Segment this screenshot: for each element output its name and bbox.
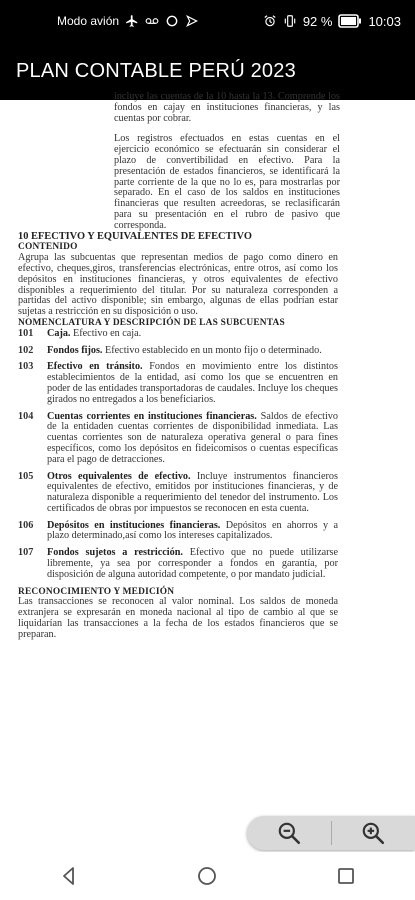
clock: 10:03 (368, 13, 401, 29)
circle-icon (165, 14, 179, 28)
battery-percentage: 92 % (302, 13, 333, 29)
reconocimiento-text: Las transacciones se reconocen al valor nominal. Los saldos de moneda extranjera se expresarán en moneda nacional al tipo de cambio al que se liquidarían las transacciones a la fecha de los estados financieros que se preparan. (18, 596, 338, 640)
navigation-icon (185, 14, 199, 28)
document-viewer[interactable] (0, 91, 415, 855)
document-page (18, 92, 338, 641)
contenido-text: Agrupa las subcuentas que representan medios de pago como dinero en efectivo, cheques,giros, transferencias electrónicas, entre otros, así como los depósitos en instituciones financieras, y otros equivalentes de efectivo disponibles a requerimiento del titular. Por su naturaleza corresponden a partidas del activo disponible; sin embargo, algunas de ellas podrían estar sujetas a restricción en su disposición o uso. (18, 252, 338, 318)
subaccount-name: Fondos fijos. (47, 344, 103, 356)
voicemail-icon (145, 14, 159, 28)
subaccount-name: Fondos sujetos a restricción. (47, 547, 183, 559)
subaccount-description: Efectivo en caja. (70, 327, 142, 339)
section-title: 10 EFECTIVO Y EQUIVALENTES DE EFECTIVO (18, 230, 252, 242)
subaccount-description: Incluye instrumentos financieros equivalentes de efectivo, emitidos por instituciones financieras, y de naturaleza disponible a requerimiento del tenedor del instrumento. Los certificados de obras por impuestos se reconocen en esta cuenta. (47, 470, 338, 514)
vibrate-icon (283, 14, 297, 28)
alarm-icon (263, 14, 277, 28)
subaccount-number: 102 (18, 344, 34, 356)
subaccount-number: 107 (18, 547, 34, 559)
back-icon[interactable] (57, 864, 81, 888)
app-title: PLAN CONTABLE PERÚ 2023 (16, 59, 296, 82)
subaccount-number: 101 (18, 327, 34, 339)
airplane-mode-text: Modo avión (57, 14, 120, 28)
subaccount-102 (18, 346, 338, 357)
zoom-in-icon (360, 820, 386, 846)
zoom-in-button[interactable] (332, 816, 415, 850)
subaccount-description: Saldos de efectivo de la entidaden cuentas corrientes de disponibilidad inmediata. Las cuentas corrientes son de naturaleza operativa general o para fines específicos, como los depósitos en fideicomisos o cuentas específicas para el pago de detracciones. (47, 410, 338, 465)
nomenclatura-title: NOMENCLATURA Y DESCRIPCIÓN DE LAS SUBCUENTAS (18, 317, 285, 328)
subaccount-name: Efectivo en tránsito. (47, 361, 143, 373)
subaccount-number: 105 (18, 470, 34, 482)
zoom-out-button[interactable] (247, 816, 331, 850)
subaccount-description: Fondos en movimiento entre los distintos establecimientos de la entidad, así como los que se encuentren en poder de las entidades transportadoras de caudales. Incluye los cheques girados no entregados a los beneficiarios. (47, 361, 338, 405)
subaccount-number: 104 (18, 410, 34, 422)
subaccount-106 (18, 521, 338, 543)
top-paragraph: Los registros efectuados en estas cuentas en el ejercicio económico se efectuarán sin considerar el plazo de convertibilidad en efectivo. Para la presentación de estados financieros, se identificará la parte corriente de la que no lo es, para mostrarlas por separado. En el caso de los saldos en instituciones financieras que resulten acreedoras, se reclasificarán para su presentación en el rubro de pasivo que corresponda. (114, 133, 340, 231)
top-fragment-text: incluye las cuentas de la 10 hasta la 13. Comprende los fondos en cajay en instituciones financieras, y las cuentas por cobrar. (114, 91, 340, 124)
battery-icon (338, 14, 362, 28)
navigation-bar (0, 852, 415, 900)
subaccount-number: 106 (18, 519, 34, 531)
recents-icon[interactable] (334, 864, 358, 888)
status-right (263, 0, 401, 42)
subaccount-103 (18, 362, 338, 405)
subaccount-104 (18, 412, 338, 466)
contenido-title: CONTENIDO (18, 242, 78, 253)
subaccount-number: 103 (18, 361, 34, 373)
reconocimiento-title: RECONOCIMIENTO Y MEDICIÓN (18, 586, 175, 597)
subaccount-name: Depósitos en instituciones financieras. (47, 519, 221, 531)
subaccount-description: Efectivo que no puede utilizarse libremente, ya sea por corresponder a fondos en garantía, por disposición de alguna autoridad competente, o por mandato judicial. (47, 547, 338, 580)
zoom-out-icon (276, 820, 302, 846)
home-icon[interactable] (195, 864, 219, 888)
top-fragment (114, 92, 340, 232)
subaccount-name: Cuentas corrientes en instituciones financieras. (47, 410, 257, 422)
subaccount-name: Otros equivalentes de efectivo. (47, 470, 191, 482)
subaccount-description: Depósitos en ahorros y a plazo determinado,así como los intereses capitalizados. (47, 519, 338, 542)
airplane-icon (125, 14, 139, 28)
subaccount-107 (18, 548, 338, 580)
status-left (57, 0, 199, 42)
subaccount-101 (18, 329, 338, 340)
subaccount-105 (18, 472, 338, 515)
subaccount-list (18, 329, 338, 581)
status-bar (0, 0, 415, 42)
zoom-control (247, 816, 415, 850)
subaccount-name: Caja. (47, 327, 71, 339)
subaccount-description: Efectivo establecido en un monto fijo o determinado. (102, 344, 322, 356)
